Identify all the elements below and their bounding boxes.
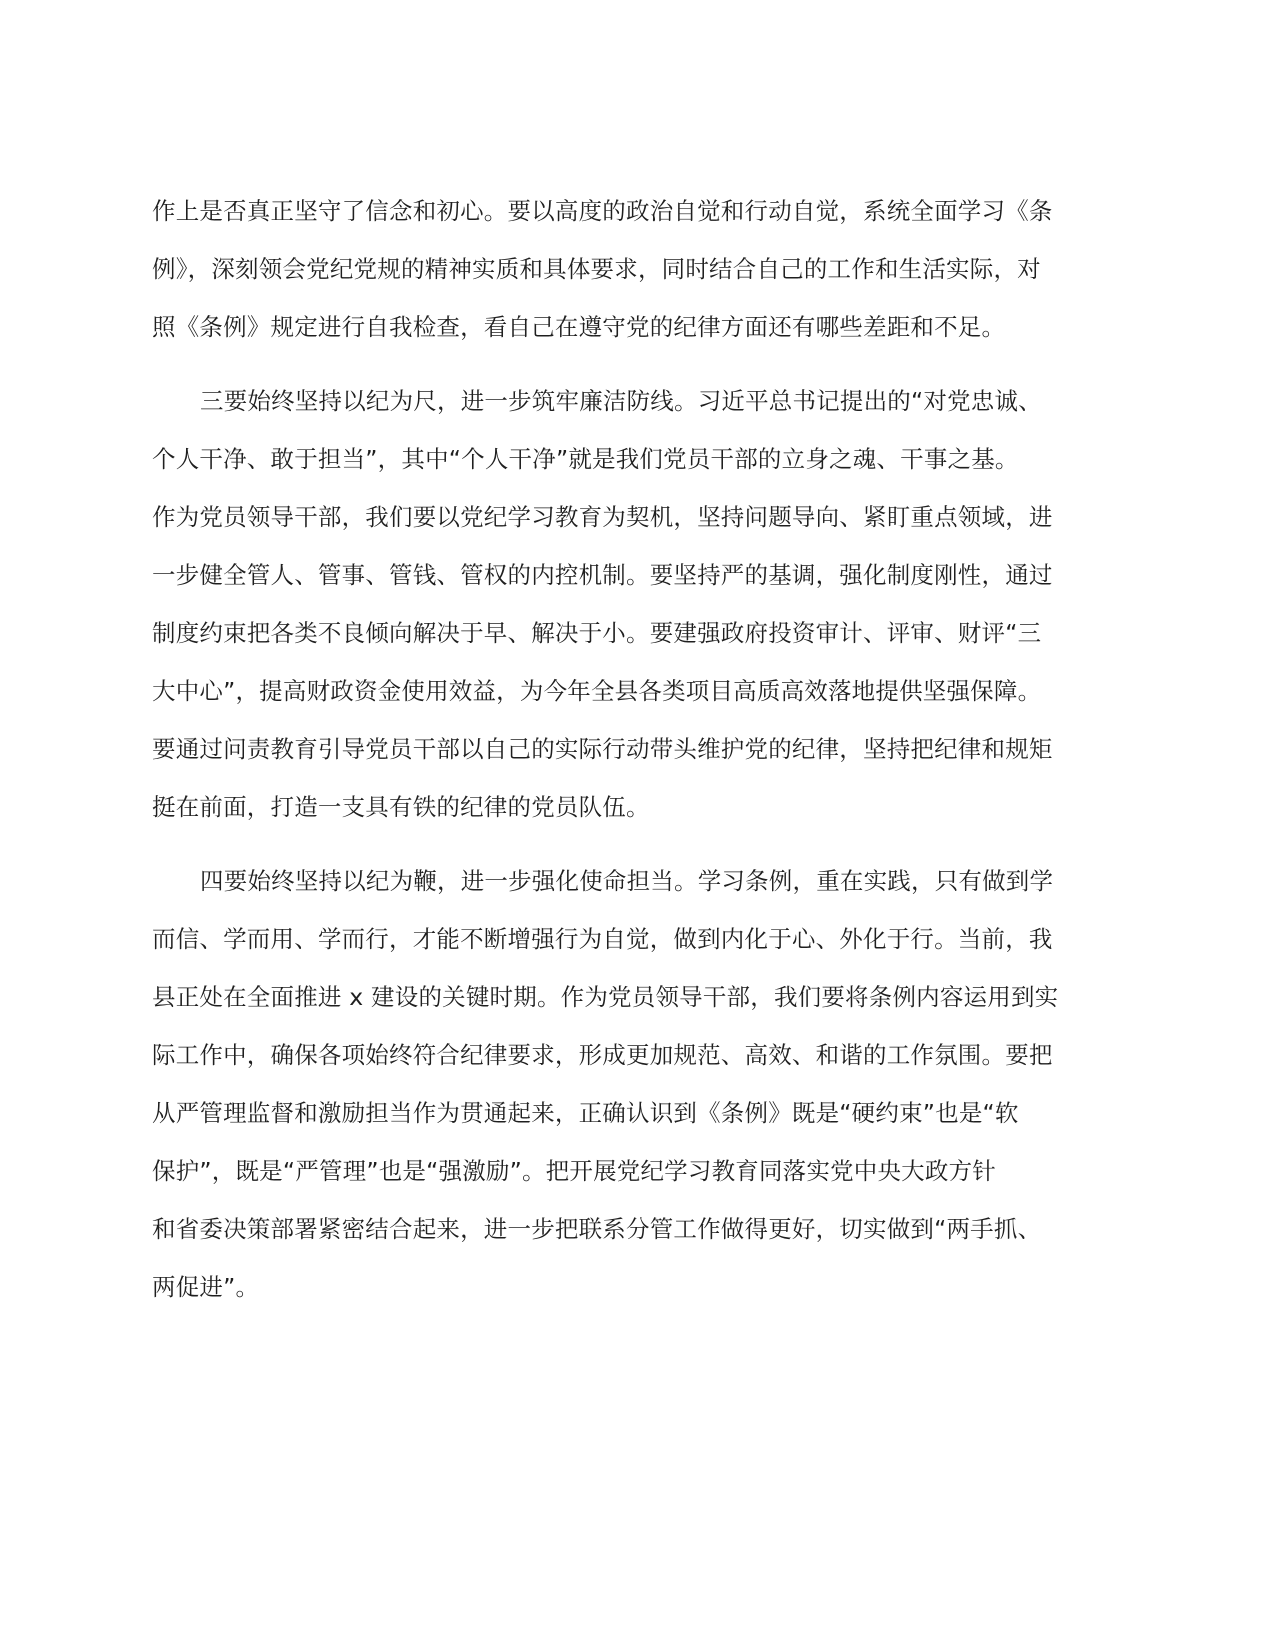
paragraph-line: 两促进”。 — [152, 1273, 260, 1301]
paragraph-1 — [152, 182, 1112, 356]
paragraph-line: 和省委决策部署紧密结合起来，进一步把联系分管工作做得更好，切实做到“两手抓、 — [152, 1215, 1042, 1243]
paragraph-line: 挺在前面，打造一支具有铁的纪律的党员队伍。 — [152, 793, 650, 821]
paragraph-line: 个人干净、敢于担当”，其中“个人干净”就是我们党员干部的立身之魂、干事之基。 — [152, 445, 1019, 473]
paragraph-line: 一步健全管人、管事、管钱、管权的内控机制。要坚持严的基调，强化制度刚性，通过 — [152, 561, 1053, 589]
paragraph-line: 作为党员领导干部，我们要以党纪学习教育为契机，坚持问题导向、紧盯重点领域，进 — [152, 503, 1053, 531]
paragraph-gap — [152, 356, 1112, 372]
paragraph-line: 大中心”，提高财政资金使用效益，为今年全县各类项目高质高效落地提供坚强保障。 — [152, 677, 1042, 705]
paragraph-line: 保护”，既是“严管理”也是“强激励”。把开展党纪学习教育同落实党中央大政方针 — [152, 1157, 996, 1185]
paragraph-line: 照《条例》规定进行自我检查，看自己在遵守党的纪律方面还有哪些差距和不足。 — [152, 313, 1006, 341]
document-body — [152, 182, 1112, 1316]
paragraph-line: 县正处在全面推进 x 建设的关键时期。作为党员领导干部，我们要将条例内容运用到实 — [152, 983, 1059, 1011]
paragraph-line: 三要始终坚持以纪为尺，进一步筑牢廉洁防线。习近平总书记提出的“对党忠诚、 — [200, 387, 1042, 415]
paragraph-line: 作上是否真正坚守了信念和初心。要以高度的政治自觉和行动自觉，系统全面学习《条 — [152, 197, 1053, 225]
paragraph-3 — [152, 852, 1112, 1316]
paragraph-line: 制度约束把各类不良倾向解决于早、解决于小。要建强政府投资审计、评审、财评“三 — [152, 619, 1042, 647]
paragraph-line: 四要始终坚持以纪为鞭，进一步强化使命担当。学习条例，重在实践，只有做到学 — [200, 867, 1054, 895]
paragraph-gap — [152, 836, 1112, 852]
paragraph-line: 而信、学而用、学而行，才能不断增强行为自觉，做到内化于心、外化于行。当前，我 — [152, 925, 1053, 953]
paragraph-line: 要通过问责教育引导党员干部以自己的实际行动带头维护党的纪律，坚持把纪律和规矩 — [152, 735, 1053, 763]
paragraph-line: 际工作中，确保各项始终符合纪律要求，形成更加规范、高效、和谐的工作氛围。要把 — [152, 1041, 1053, 1069]
paragraph-line: 例》，深刻领会党纪党规的精神实质和具体要求，同时结合自己的工作和生活实际，对 — [152, 255, 1041, 283]
paragraph-2 — [152, 372, 1112, 836]
paragraph-line: 从严管理监督和激励担当作为贯通起来，正确认识到《条例》既是“硬约束”也是“软 — [152, 1099, 1019, 1127]
